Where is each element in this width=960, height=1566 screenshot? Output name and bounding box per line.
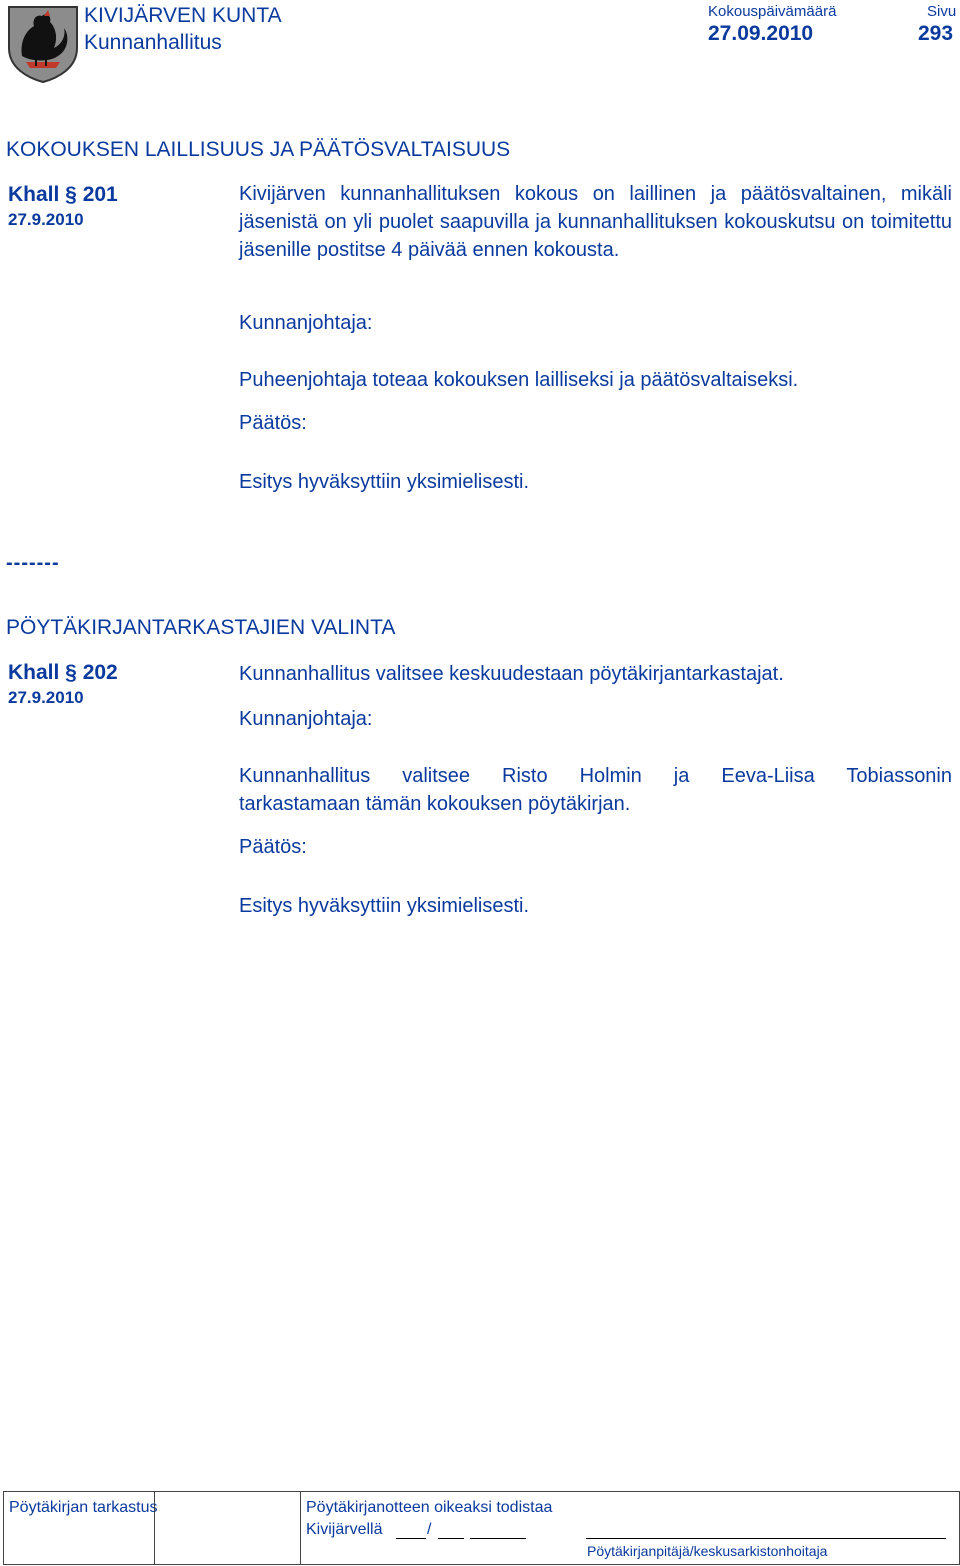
- minutes-check-label: Pöytäkirjan tarkastus: [9, 1499, 158, 1516]
- footer-signature-box: [3, 1491, 960, 1565]
- certified-copy-label: Pöytäkirjanotteen oikeaksi todistaa: [306, 1499, 553, 1516]
- decision-label: Päätös:: [239, 412, 307, 434]
- body-name: Kunnanhallitus: [84, 31, 222, 54]
- month-blank: [438, 1538, 464, 1539]
- signature-line: [586, 1538, 946, 1539]
- footer-divider: [300, 1492, 301, 1564]
- meeting-date-label: Kokouspäivämäärä: [708, 3, 837, 20]
- decision-text: Esitys hyväksyttiin yksimielisesti.: [239, 471, 530, 493]
- footer-divider: [154, 1492, 155, 1564]
- year-blank: [470, 1538, 526, 1539]
- proposal-label: Kunnanjohtaja:: [239, 312, 373, 334]
- municipal-crest-rooster-icon: [6, 4, 80, 84]
- decision-text: Esitys hyväksyttiin yksimielisesti.: [239, 895, 530, 917]
- page-label: Sivu: [927, 3, 957, 20]
- section-intro: Kivijärven kunnanhallituksen kokous on laillinen ja päätösvaltainen, mikäli jäsenistä on yli puolet saapuvilla ja kunnanhallituksen kokouskutsu on toimitettu jäsenille postitse 4 päivää ennen kokousta.: [239, 183, 952, 261]
- date-slash: /: [427, 1521, 432, 1538]
- proposal-text: Puheenjohtaja toteaa kokouksen lailliseksi ja päätösvaltaiseksi.: [239, 369, 799, 391]
- section-separator: -------: [6, 552, 60, 574]
- proposal-text-line2: tarkastamaan tämän kokouksen pöytäkirjan.: [239, 793, 631, 815]
- khall-reference: Khall § 201: [8, 183, 118, 206]
- khall-date: 27.9.2010: [8, 210, 84, 229]
- meeting-date-value: 27.09.2010: [708, 22, 814, 45]
- place-prefix: Kivijärvellä: [306, 1521, 383, 1538]
- day-blank: [396, 1538, 426, 1539]
- proposal-text-line1: Kunnanhallitus valitsee Risto Holmin ja Eeva-Liisa Tobiassonin: [239, 765, 952, 787]
- page-number: 293: [918, 22, 954, 45]
- section-intro: Kunnanhallitus valitsee keskuudestaan pöytäkirjantarkastajat.: [239, 663, 784, 685]
- khall-date: 27.9.2010: [8, 688, 84, 707]
- khall-reference: Khall § 202: [8, 661, 118, 684]
- section-title: PÖYTÄKIRJANTARKASTAJIEN VALINTA: [6, 616, 396, 639]
- municipality-name: KIVIJÄRVEN KUNTA: [84, 4, 282, 27]
- signer-title: Pöytäkirjanpitäjä/keskusarkistonhoitaja: [587, 1543, 828, 1559]
- section-title: KOKOUKSEN LAILLISUUS JA PÄÄTÖSVALTAISUUS: [6, 138, 511, 161]
- decision-label: Päätös:: [239, 836, 307, 858]
- proposal-label: Kunnanjohtaja:: [239, 708, 373, 730]
